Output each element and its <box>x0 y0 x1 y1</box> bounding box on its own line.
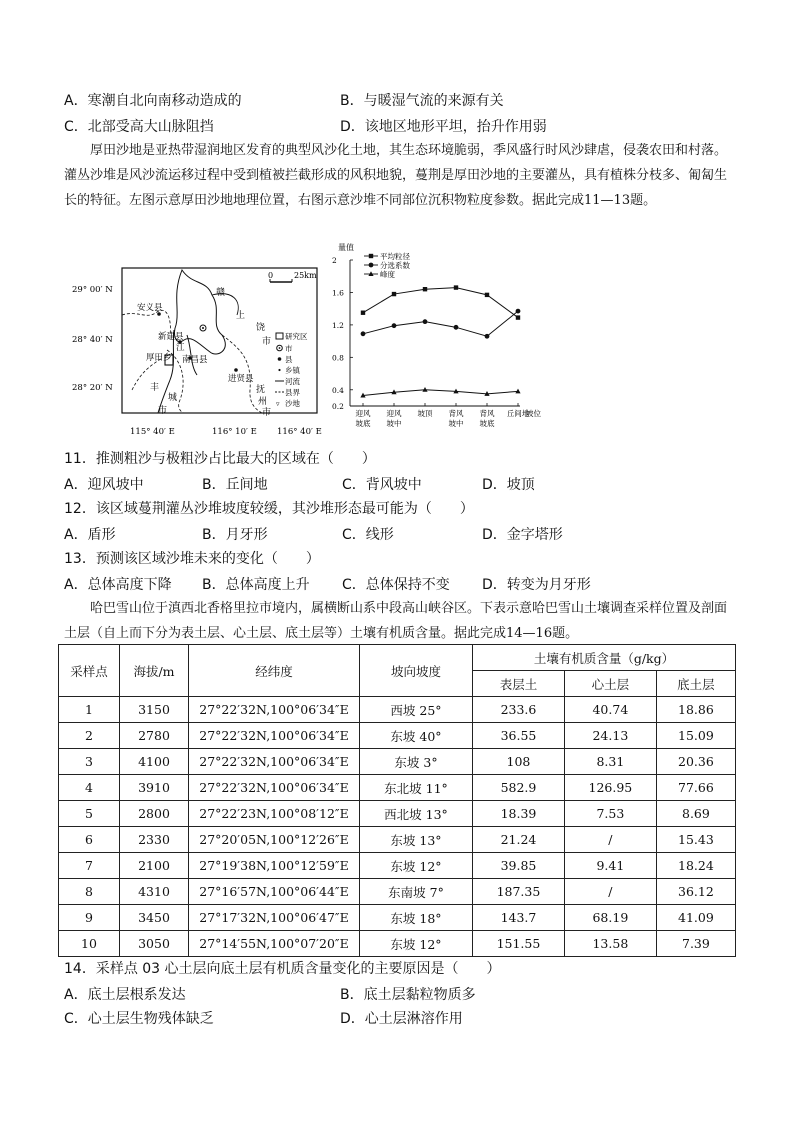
table-cell: 2100 <box>120 853 189 879</box>
q11-option-b: B．丘间地 <box>202 477 268 493</box>
table-row <box>59 723 736 749</box>
table-cell: 7.39 <box>656 931 735 957</box>
table-cell: 27°14′55N,100°07′20″E <box>189 931 360 957</box>
table-cell: / <box>564 879 656 905</box>
chart-legend-label-1: 分选系数 <box>380 261 410 270</box>
map-label-fu: 抚 <box>256 385 266 395</box>
q10-option-d: D．该地区地形平坦，抬升作用弱 <box>340 119 547 135</box>
table-cell: 4310 <box>120 879 189 905</box>
map-lat-29: 29° 00′ N <box>72 285 113 295</box>
q13-option-b: B．总体高度上升 <box>202 577 310 593</box>
table-cell: 41.09 <box>656 905 735 931</box>
q14-option-c: C．心土层生物残体缺乏 <box>64 1011 214 1027</box>
map-lat-2820: 28° 20′ N <box>72 383 113 393</box>
map-lon-11640: 116° 40′ E <box>277 427 322 437</box>
chart-series-line-2 <box>363 390 518 396</box>
q14-option-a: A．底土层根系发达 <box>64 987 186 1003</box>
chart-point-s0-1 <box>392 292 396 296</box>
chart-point-s1-0 <box>361 331 366 336</box>
map-legend-river: 河流 <box>285 377 300 386</box>
chart-y-tick-label: 0.8 <box>332 353 344 363</box>
table-row <box>59 827 736 853</box>
table-cell: 77.66 <box>656 775 735 801</box>
q13-option-c: C．总体保持不变 <box>342 577 450 593</box>
table-cell: 9.41 <box>564 853 656 879</box>
chart-x-tick-label: 迎风 <box>386 409 402 418</box>
table-cell: 27°20′05N,100°12′26″E <box>189 827 360 853</box>
table-cell: 3910 <box>120 775 189 801</box>
th-bottom: 底土层 <box>656 671 735 697</box>
chart-y-tick-label: 0.4 <box>332 385 344 395</box>
map-scale-label: 25km <box>294 271 317 280</box>
q11-stem: 11．推测粗沙与极粗沙占比最大的区域在（ ） <box>64 451 376 467</box>
q12-stem: 12．该区域蔓荆灌丛沙堆坡度较缓，其沙堆形态最可能为（ ） <box>64 501 474 517</box>
table-cell: 36.55 <box>473 723 565 749</box>
table-cell: 8 <box>59 879 120 905</box>
table-cell: 西北坡 13° <box>360 801 473 827</box>
chart-legend <box>364 251 410 279</box>
chart-point-s1-4 <box>485 334 490 339</box>
map-label-jiang: 江 <box>176 343 185 353</box>
chart-point-s2-5 <box>515 389 520 394</box>
map-label-nanchang: 南昌县 <box>182 355 208 365</box>
table-cell: 68.19 <box>564 905 656 931</box>
table-cell: 7.53 <box>564 801 656 827</box>
table-cell: 3150 <box>120 697 189 723</box>
chart-y-tick-label: 2 <box>332 256 337 265</box>
q10-option-b: B．与暖湿气流的来源有关 <box>340 93 504 109</box>
q12-option-b: B．月牙形 <box>202 527 268 543</box>
table-cell: 10 <box>59 931 120 957</box>
table-cell: 8.31 <box>564 749 656 775</box>
table-cell: 40.74 <box>564 697 656 723</box>
table-cell: 7 <box>59 853 120 879</box>
table-cell: 27°22′32N,100°06′34″E <box>189 775 360 801</box>
map-lon-11610: 116° 10′ E <box>212 427 257 437</box>
table-cell: 27°22′23N,100°08′12″E <box>189 801 360 827</box>
th-coords: 经纬度 <box>189 645 360 697</box>
table-cell: 187.35 <box>473 879 565 905</box>
chart-x-tick-label-line2: 坡中 <box>448 419 464 428</box>
table-cell: 24.13 <box>564 723 656 749</box>
table-cell: 2330 <box>120 827 189 853</box>
map-lat-2840: 28° 40′ N <box>72 335 113 345</box>
chart-series-line-1 <box>363 311 518 336</box>
table-cell: / <box>564 827 656 853</box>
table-row <box>59 749 736 775</box>
chart-series <box>360 285 520 397</box>
map-legend-town: 乡镇 <box>285 366 300 375</box>
table-cell: 126.95 <box>564 775 656 801</box>
table-cell: 18.39 <box>473 801 565 827</box>
table-cell: 2 <box>59 723 120 749</box>
chart-x-tick-label-line2: 坡中 <box>386 419 402 428</box>
chart-series-line-0 <box>363 288 518 318</box>
map-label-zhou: 州 <box>258 397 268 407</box>
chart-x-tick-label-line2: 坡底 <box>479 419 495 428</box>
table-cell: 东坡 12° <box>360 853 473 879</box>
chart-ylabel: 量值 <box>338 243 354 252</box>
table-cell: 143.7 <box>473 905 565 931</box>
table-row <box>59 801 736 827</box>
table-row <box>59 697 736 723</box>
chart-legend-label-0: 平均粒径 <box>380 252 410 261</box>
table-cell: 233.6 <box>473 697 565 723</box>
table-cell: 2780 <box>120 723 189 749</box>
table-cell: 27°22′32N,100°06′34″E <box>189 749 360 775</box>
map-label-shang: 上 <box>236 311 246 321</box>
table-cell: 东坡 3° <box>360 749 473 775</box>
map-label-houtian: 厚田乡 <box>146 353 172 363</box>
q10-option-c: C．北部受高大山脉阻挡 <box>64 119 214 135</box>
map-label-cheng: 城 <box>168 393 178 403</box>
map-legend-county: 县 <box>285 355 293 364</box>
map-label-feng: 丰 <box>150 383 160 393</box>
table-cell: 2800 <box>120 801 189 827</box>
q11-option-a: A．迎风坡中 <box>64 477 144 493</box>
chart-point-s1-3 <box>454 325 459 330</box>
table-cell: 8.69 <box>656 801 735 827</box>
chart-x-tick-label: 背风 <box>448 409 464 418</box>
table-cell: 15.09 <box>656 723 735 749</box>
chart-x-ticks <box>356 403 530 428</box>
table-cell: 27°22′32N,100°06′34″E <box>189 723 360 749</box>
chart-y-tick-label: 1.6 <box>332 288 344 298</box>
chart-point-s1-1 <box>392 323 397 328</box>
grain-size-chart <box>330 240 550 440</box>
location-map <box>72 240 337 440</box>
svg-text:▿: ▿ <box>276 400 280 408</box>
table-cell: 东坡 40° <box>360 723 473 749</box>
table-cell: 21.24 <box>473 827 565 853</box>
q10-option-a: A．寒潮自北向南移动造成的 <box>64 93 242 109</box>
chart-x-tick-label: 坡顶 <box>417 409 433 418</box>
table-cell: 582.9 <box>473 775 565 801</box>
table-cell: 18.24 <box>656 853 735 879</box>
q14-option-b: B．底土层黏粒物质多 <box>340 987 476 1003</box>
table-cell: 27°17′32N,100°06′47″E <box>189 905 360 931</box>
map-label-shi1: 市 <box>158 406 168 416</box>
map-label-shi2: 市 <box>262 337 272 347</box>
table-cell: 东坡 18° <box>360 905 473 931</box>
table-cell: 18.86 <box>656 697 735 723</box>
map-legend-study-area: 研究区 <box>285 332 308 341</box>
passage-houtian: 厚田沙地是亚热带湿润地区发育的典型风沙化土地，其生态环境脆弱，季风盛行时风沙肆虐，侵袭农田和村落。灌丛沙堆是风沙流运移过程中受到植被拦截形成的风积地貌，蔓荆是厚田沙地的主要灌丛，具有植株分枝多、匍匐生长的特征。左图示意厚田沙地地理位置，右图示意沙堆不同部位沉积物粒度参数。据此完成11—13题。 <box>64 143 728 208</box>
table-cell: 15.43 <box>656 827 735 853</box>
map-legend-county-boundary: 县界 <box>285 388 300 397</box>
table-cell: 4 <box>59 775 120 801</box>
chart-x-tick-label: 背风 <box>479 409 495 418</box>
q12-option-d: D．金字塔形 <box>482 527 563 543</box>
map-legend-sandland: 沙地 <box>285 399 300 408</box>
chart-xlabel: 坡位 <box>526 409 541 418</box>
table-cell: 东北坡 11° <box>360 775 473 801</box>
map-label-shi3: 市 <box>262 408 272 418</box>
map-label-rao: 饶 <box>256 323 266 333</box>
q11-option-c: C．背风坡中 <box>342 477 422 493</box>
table-cell: 36.12 <box>656 879 735 905</box>
chart-legend-label-2: 峰度 <box>380 270 395 279</box>
table-row <box>59 775 736 801</box>
table-cell: 3050 <box>120 931 189 957</box>
map-label-anyi: 安义县 <box>137 303 163 313</box>
chart-legend-marker-1 <box>369 263 374 268</box>
map-label-jinxian: 进贤县 <box>228 374 254 384</box>
map-label-gan: 赣 <box>216 288 226 298</box>
table-cell: 东坡 12° <box>360 931 473 957</box>
table-cell: 39.85 <box>473 853 565 879</box>
table-cell: 27°19′38N,100°12′59″E <box>189 853 360 879</box>
th-organic: 土壤有机质含量（g/kg） <box>473 645 736 671</box>
chart-legend-marker-0 <box>369 254 373 258</box>
soil-organic-matter-table <box>58 644 736 957</box>
table-cell: 20.36 <box>656 749 735 775</box>
map-label-xinjian: 新建县 <box>158 332 184 342</box>
table-row <box>59 905 736 931</box>
th-surface: 表层土 <box>473 671 565 697</box>
map-scale-zero: 0 <box>268 271 274 280</box>
table-cell: 108 <box>473 749 565 775</box>
th-subsoil: 心土层 <box>564 671 656 697</box>
chart-point-s1-5 <box>516 309 521 314</box>
table-row <box>59 853 736 879</box>
map-legend <box>275 331 308 408</box>
table-cell: 151.55 <box>473 931 565 957</box>
chart-point-s0-2 <box>423 287 427 291</box>
table-cell: 3 <box>59 749 120 775</box>
q14-stem: 14．采样点 03 心土层向底土层有机质含量变化的主要原因是（ ） <box>64 961 501 977</box>
table-cell: 9 <box>59 905 120 931</box>
chart-point-s0-0 <box>361 311 365 315</box>
th-point: 采样点 <box>59 645 120 697</box>
table-row <box>59 931 736 957</box>
q13-option-d: D．转变为月牙形 <box>482 577 591 593</box>
table-cell: 13.58 <box>564 931 656 957</box>
chart-x-tick-label: 丘间地 <box>506 409 530 418</box>
table-cell: 6 <box>59 827 120 853</box>
chart-y-tick-label: 1.2 <box>332 320 344 330</box>
chart-x-tick-label-line2: 坡底 <box>355 419 371 428</box>
table-cell: 5 <box>59 801 120 827</box>
table-cell: 4100 <box>120 749 189 775</box>
chart-x-tick-label: 迎风 <box>355 409 371 418</box>
chart-y-tick-label: 0.2 <box>332 402 344 411</box>
table-row <box>59 879 736 905</box>
table-cell: 27°16′57N,100°06′44″E <box>189 879 360 905</box>
q13-option-a: A．总体高度下降 <box>64 577 172 593</box>
th-slope: 坡向坡度 <box>360 645 473 697</box>
q11-option-d: D．坡顶 <box>482 477 535 493</box>
q12-option-a: A．盾形 <box>64 527 116 543</box>
q13-stem: 13．预测该区域沙堆未来的变化（ ） <box>64 551 320 567</box>
chart-point-s0-4 <box>485 293 489 297</box>
chart-point-s0-3 <box>454 285 458 289</box>
q12-option-c: C．线形 <box>342 527 394 543</box>
q14-option-d: D．心土层淋溶作用 <box>340 1011 463 1027</box>
table-cell: 3450 <box>120 905 189 931</box>
chart-point-s0-5 <box>516 315 520 319</box>
map-legend-city: 市 <box>285 344 293 353</box>
passage-haba-snow-mountain: 哈巴雪山位于滇西北香格里拉市境内，属横断山系中段高山峡谷区。下表示意哈巴雪山土壤调查采样位置及剖面土层（自上而下分为表土层、心土层、底土层等）土壤有机质含量。据此完成14—16题。 <box>64 601 728 641</box>
table-cell: 27°22′32N,100°06′34″E <box>189 697 360 723</box>
map-lon-11540: 115° 40′ E <box>130 427 175 437</box>
table-cell: 东南坡 7° <box>360 879 473 905</box>
table-cell: 东坡 13° <box>360 827 473 853</box>
th-altitude: 海拔/m <box>120 645 189 697</box>
table-cell: 西坡 25° <box>360 697 473 723</box>
chart-point-s1-2 <box>423 319 428 324</box>
table-cell: 1 <box>59 697 120 723</box>
